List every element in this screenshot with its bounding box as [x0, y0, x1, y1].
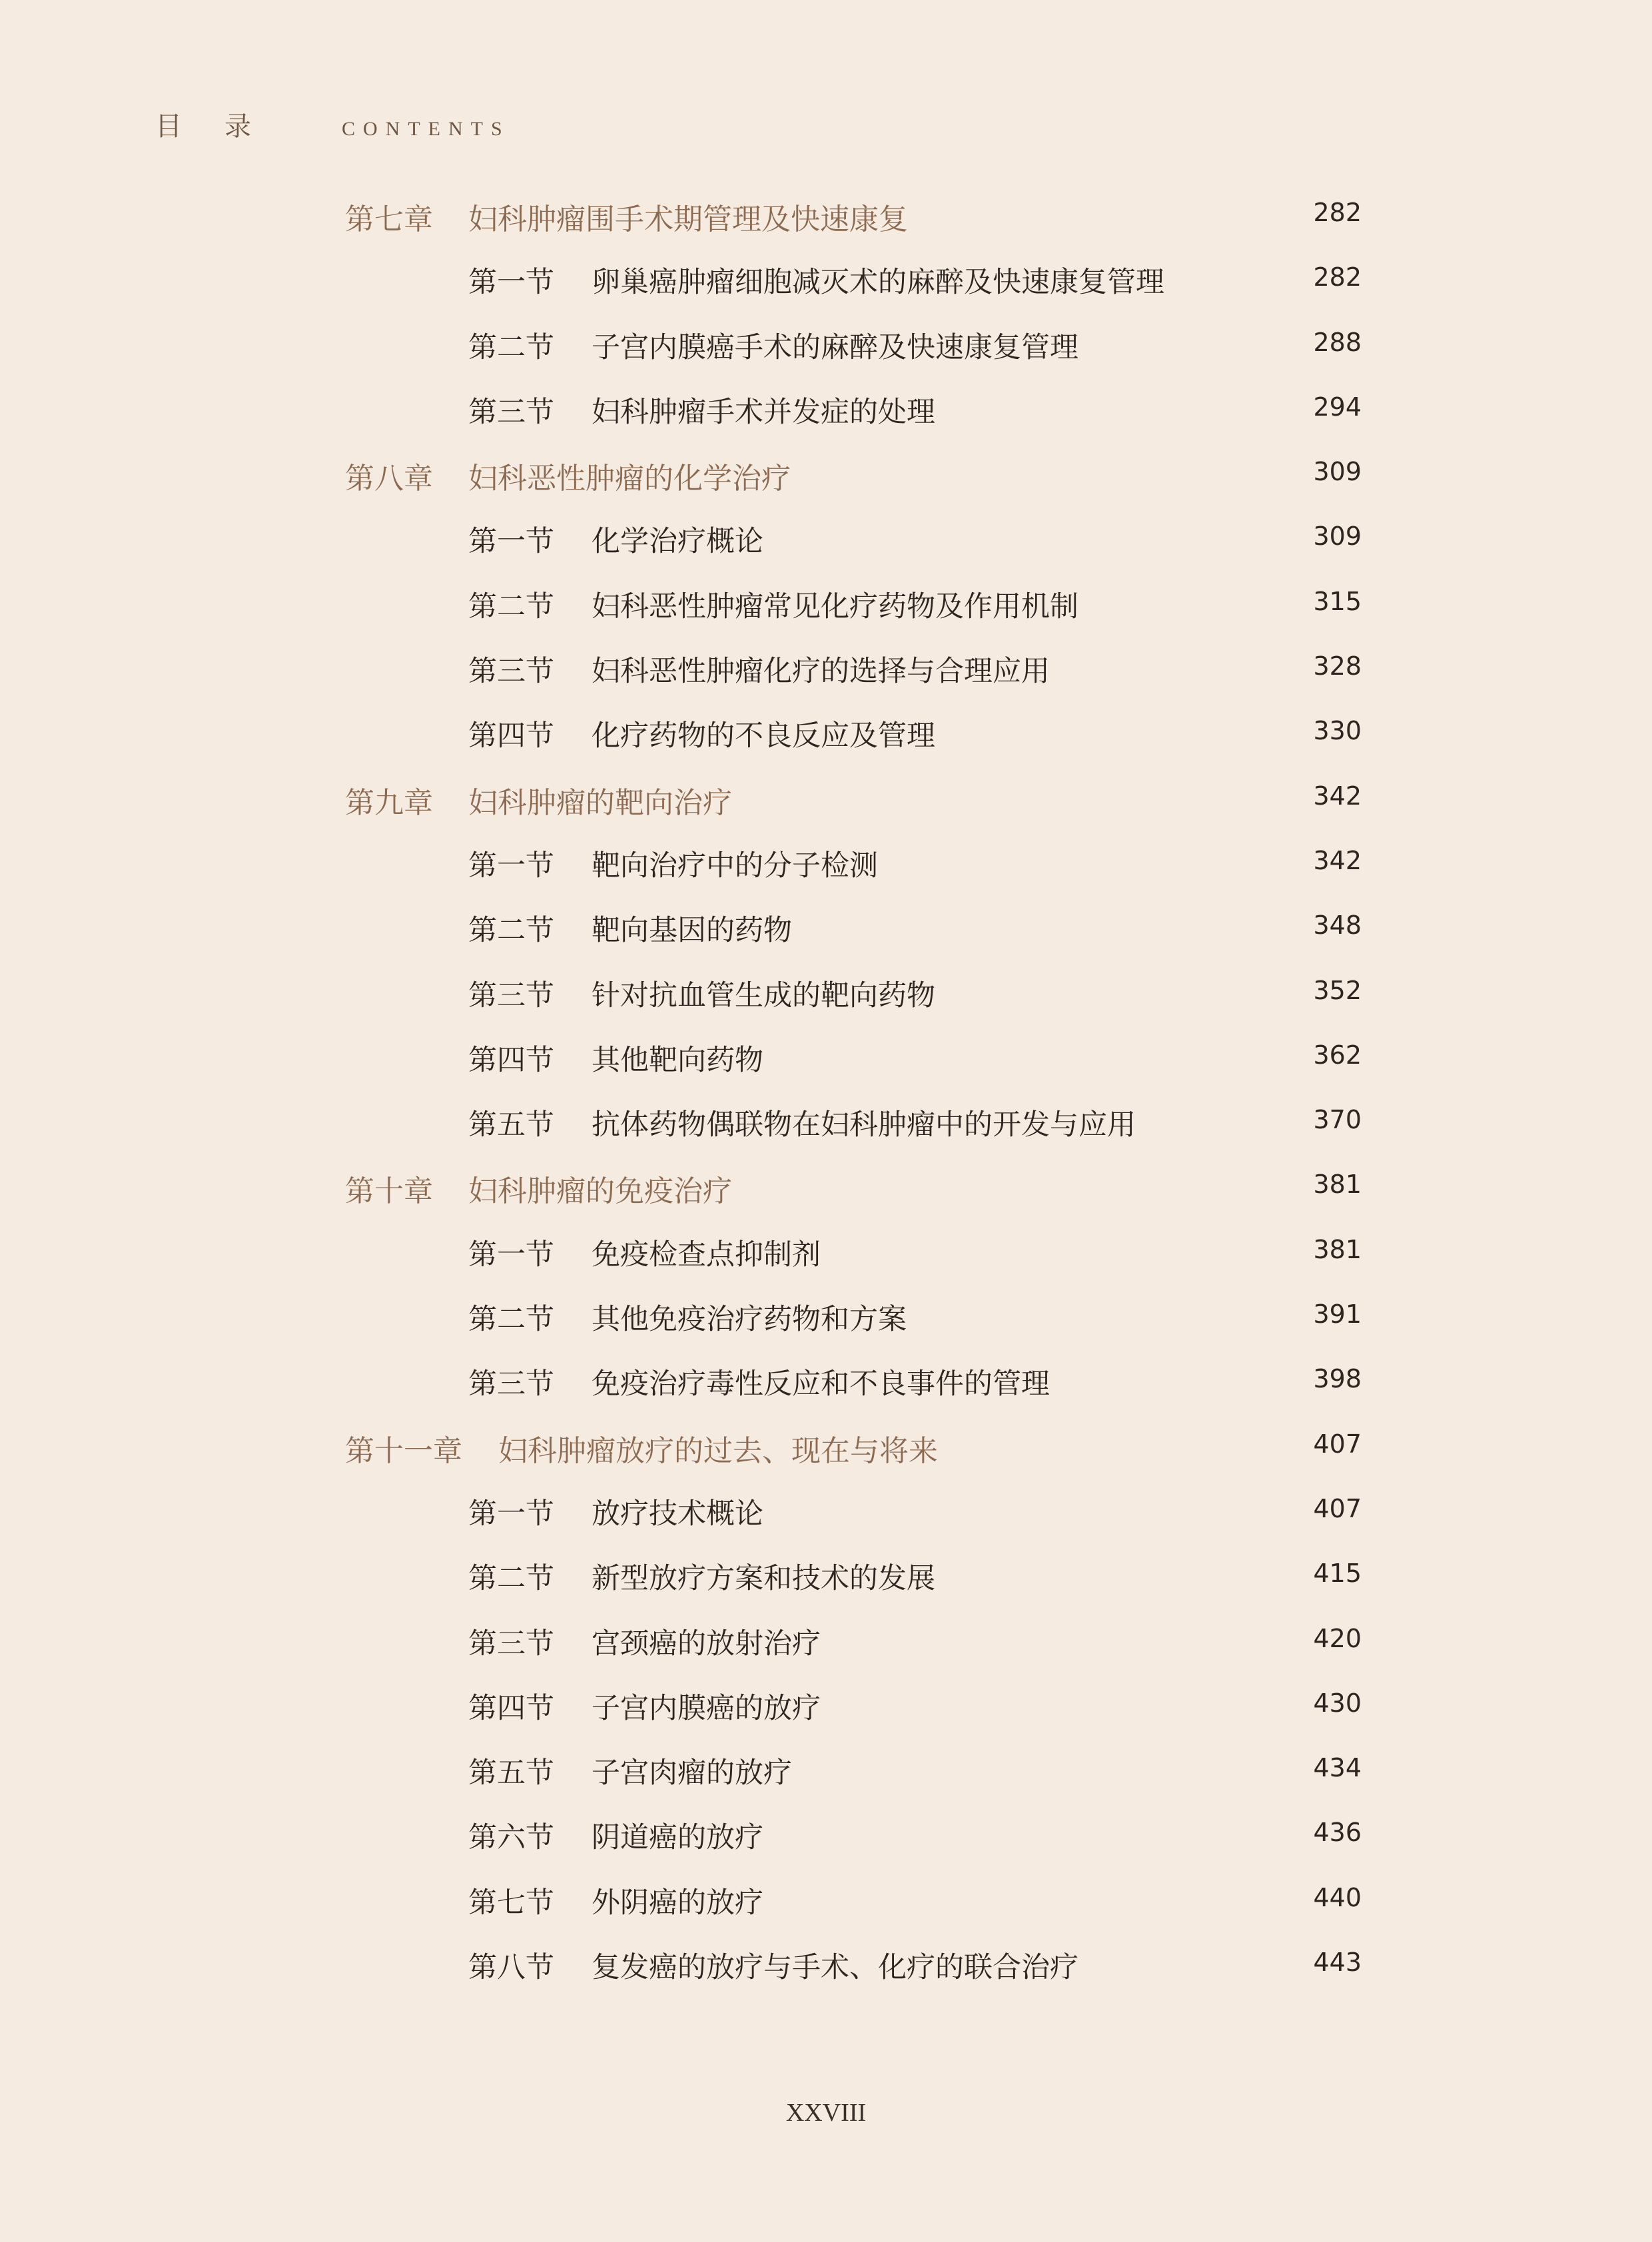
- section-title: 免疫治疗毒性反应和不良事件的管理: [592, 1367, 1050, 1401]
- section-title: 外阴癌的放疗: [592, 1886, 763, 1920]
- toc-section-row[interactable]: [0, 1607, 1652, 1671]
- section-label: 第一节: [468, 525, 554, 559]
- toc-chapter-row[interactable]: [0, 181, 1652, 245]
- toc-section-row[interactable]: [0, 1930, 1652, 1995]
- header-title-cn-2: 录: [224, 111, 251, 142]
- page-ref: 348: [1313, 911, 1362, 940]
- page-ref: 391: [1313, 1300, 1362, 1329]
- page-ref: 315: [1313, 586, 1362, 616]
- toc-section-row[interactable]: [0, 1541, 1652, 1606]
- header-title-en: CONTENTS: [342, 118, 510, 140]
- section-label: 第二节: [468, 914, 554, 948]
- section-title: 免疫检查点抑制剂: [592, 1238, 821, 1272]
- page-ref: 415: [1313, 1559, 1362, 1589]
- page-ref: 362: [1313, 1040, 1362, 1070]
- page-ref: 294: [1313, 392, 1362, 422]
- toc-section-row[interactable]: [0, 1736, 1652, 1800]
- page-ref: 342: [1313, 845, 1362, 875]
- toc-section-row[interactable]: [0, 1218, 1652, 1282]
- toc-section-row[interactable]: [0, 245, 1652, 310]
- page-ref: 381: [1313, 1234, 1362, 1264]
- toc-section-row[interactable]: [0, 1866, 1652, 1930]
- section-label: 第一节: [468, 1497, 554, 1531]
- page-ref: 328: [1313, 651, 1362, 681]
- toc-header: [155, 105, 510, 143]
- section-title: 子宫内膜癌手术的麻醉及快速康复管理: [592, 330, 1078, 364]
- section-label: 第三节: [468, 395, 554, 429]
- section-title: 放疗技术概论: [592, 1497, 763, 1531]
- toc-section-row[interactable]: [0, 1347, 1652, 1411]
- section-label: 第四节: [468, 719, 554, 753]
- section-label: 第三节: [468, 978, 554, 1012]
- section-label: 第六节: [468, 1821, 554, 1855]
- chapter-label: 第九章: [345, 785, 433, 820]
- chapter-title: 妇科肿瘤的免疫治疗: [468, 1174, 732, 1209]
- chapter-label: 第十一章: [345, 1433, 462, 1468]
- page-ref: 443: [1313, 1948, 1362, 1978]
- toc-section-row[interactable]: [0, 699, 1652, 763]
- section-title: 妇科恶性肿瘤常见化疗药物及作用机制: [592, 589, 1078, 623]
- page-ref: 282: [1313, 198, 1362, 227]
- toc-section-row[interactable]: [0, 893, 1652, 958]
- chapter-label: 第七章: [345, 202, 433, 236]
- section-label: 第八节: [468, 1951, 554, 1985]
- section-label: 第二节: [468, 1562, 554, 1596]
- section-label: 第一节: [468, 266, 554, 300]
- toc-section-row[interactable]: [0, 310, 1652, 375]
- chapter-title: 妇科肿瘤围手术期管理及快速康复: [468, 202, 908, 236]
- page-ref: 370: [1313, 1105, 1362, 1135]
- section-title: 宫颈癌的放射治疗: [592, 1627, 821, 1661]
- section-label: 第二节: [468, 330, 554, 364]
- section-label: 第四节: [468, 1691, 554, 1725]
- section-title: 靶向基因的药物: [592, 914, 792, 948]
- page-ref: 309: [1313, 457, 1362, 487]
- toc-chapter-row[interactable]: [0, 1152, 1652, 1217]
- chapter-title: 妇科肿瘤的靶向治疗: [468, 785, 732, 820]
- section-label: 第三节: [468, 1627, 554, 1661]
- section-label: 第三节: [468, 655, 554, 689]
- page-ref: 407: [1313, 1493, 1362, 1523]
- section-label: 第四节: [468, 1043, 554, 1077]
- section-title: 子宫肉瘤的放疗: [592, 1756, 792, 1790]
- section-title: 化疗药物的不良反应及管理: [592, 719, 935, 753]
- page-ref: 440: [1313, 1882, 1362, 1912]
- page-ref: 430: [1313, 1688, 1362, 1718]
- section-label: 第二节: [468, 589, 554, 623]
- page-ref: 330: [1313, 716, 1362, 746]
- page-ref: 282: [1313, 262, 1362, 292]
- toc-section-row[interactable]: [0, 375, 1652, 440]
- page-ref: 436: [1313, 1818, 1362, 1848]
- section-title: 其他免疫治疗药物和方案: [592, 1303, 907, 1337]
- table-of-contents: [0, 181, 1652, 1995]
- section-label: 第五节: [468, 1108, 554, 1142]
- chapter-label: 第十章: [345, 1174, 433, 1209]
- toc-section-row[interactable]: [0, 504, 1652, 569]
- toc-chapter-row[interactable]: [0, 764, 1652, 829]
- toc-section-row[interactable]: [0, 569, 1652, 634]
- page-ref: 420: [1313, 1623, 1362, 1653]
- section-title: 阴道癌的放疗: [592, 1821, 763, 1855]
- section-label: 第五节: [468, 1756, 554, 1790]
- toc-section-row[interactable]: [0, 634, 1652, 699]
- toc-section-row[interactable]: [0, 1282, 1652, 1347]
- page-ref: 288: [1313, 327, 1362, 357]
- section-title: 抗体药物偶联物在妇科肿瘤中的开发与应用: [592, 1108, 1136, 1142]
- section-title: 针对抗血管生成的靶向药物: [592, 978, 935, 1012]
- section-title: 化学治疗概论: [592, 525, 763, 559]
- page-ref: 352: [1313, 975, 1362, 1005]
- page-number: XXVIII: [785, 2099, 867, 2127]
- section-title: 妇科恶性肿瘤化疗的选择与合理应用: [592, 655, 1050, 689]
- toc-section-row[interactable]: [0, 1088, 1652, 1152]
- page-ref: 398: [1313, 1364, 1362, 1394]
- toc-section-row[interactable]: [0, 1671, 1652, 1736]
- page-ref: 342: [1313, 781, 1362, 811]
- section-label: 第一节: [468, 1238, 554, 1272]
- header-title-cn-1: 目: [155, 111, 182, 142]
- section-title: 妇科肿瘤手术并发症的处理: [592, 395, 935, 429]
- chapter-label: 第八章: [345, 462, 433, 496]
- section-title: 新型放疗方案和技术的发展: [592, 1562, 935, 1596]
- toc-chapter-row[interactable]: [0, 1412, 1652, 1477]
- toc-chapter-row[interactable]: [0, 440, 1652, 504]
- section-title: 卵巢癌肿瘤细胞减灭术的麻醉及快速康复管理: [592, 266, 1164, 300]
- page-ref: 381: [1313, 1170, 1362, 1200]
- page-ref: 407: [1313, 1429, 1362, 1459]
- section-label: 第二节: [468, 1303, 554, 1337]
- chapter-title: 妇科肿瘤放疗的过去、现在与将来: [498, 1433, 938, 1468]
- section-label: 第七节: [468, 1886, 554, 1920]
- page-ref: 434: [1313, 1753, 1362, 1783]
- section-title: 子宫内膜癌的放疗: [592, 1691, 821, 1725]
- section-title: 其他靶向药物: [592, 1043, 763, 1077]
- section-title: 复发癌的放疗与手术、化疗的联合治疗: [592, 1951, 1078, 1985]
- toc-section-row[interactable]: [0, 1477, 1652, 1541]
- section-title: 靶向治疗中的分子检测: [592, 849, 878, 883]
- toc-section-row[interactable]: [0, 1800, 1652, 1865]
- toc-section-row[interactable]: [0, 958, 1652, 1023]
- section-label: 第一节: [468, 849, 554, 883]
- section-label: 第三节: [468, 1367, 554, 1401]
- chapter-title: 妇科恶性肿瘤的化学治疗: [468, 462, 791, 496]
- toc-section-row[interactable]: [0, 829, 1652, 893]
- toc-section-row[interactable]: [0, 1023, 1652, 1088]
- page-ref: 309: [1313, 522, 1362, 552]
